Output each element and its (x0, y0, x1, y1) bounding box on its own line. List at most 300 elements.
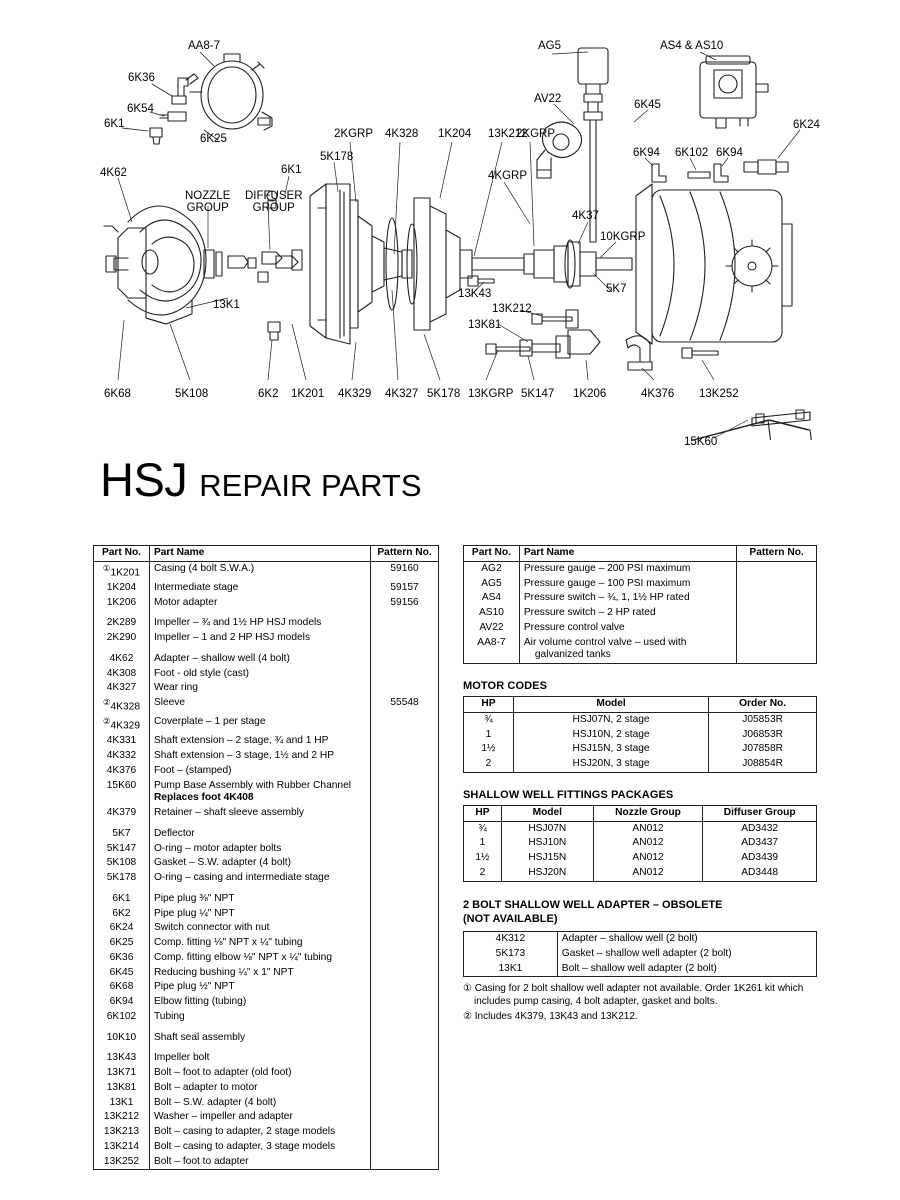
table-row (94, 779, 439, 807)
diagram-callout-4k327: 4K327 (385, 388, 419, 400)
table-row (94, 749, 439, 764)
cell-part-name: Pump Base Assembly with Rubber Channel Replaces foot 4K408 (149, 779, 370, 807)
cell-part-no: ②4K329 (94, 715, 150, 734)
table-row (94, 1155, 439, 1170)
table-row (464, 621, 817, 636)
cell-part-no: 13K81 (94, 1081, 150, 1096)
table-row (94, 561, 439, 581)
cell-part-no: 6K94 (94, 995, 150, 1010)
cell-diffuser-group: AD3439 (703, 851, 817, 866)
cell-part-name: Bolt – casing to adapter, 3 stage models (149, 1140, 370, 1155)
table-row (94, 581, 439, 596)
cell-part-no: 13K1 (464, 962, 558, 977)
cell-order-no: J05853R (709, 712, 817, 727)
diagram-callout-6k2: 6K2 (258, 388, 279, 400)
cell-part-name: Pressure switch – 2 HP rated (519, 606, 736, 621)
cell-pattern-no (371, 907, 439, 922)
cell-part-no: 6K68 (94, 980, 150, 995)
table-row (464, 728, 817, 743)
cell-pattern-no (371, 631, 439, 646)
cell-part-no: 4K332 (94, 749, 150, 764)
cell-pattern-no (371, 821, 439, 842)
cell-nozzle-group: AN012 (593, 836, 703, 851)
cell-model: HSJ15N, 3 stage (513, 742, 708, 757)
cell-part-no: 13K1 (94, 1096, 150, 1111)
diagram-callout-1k204: 1K204 (438, 128, 472, 140)
cell-pattern-no (371, 646, 439, 667)
table-row (464, 821, 817, 836)
cell-hp: 1½ (464, 851, 502, 866)
diagram-callout-6k1-b: 6K1 (281, 164, 302, 176)
cell-part-no: 4K376 (94, 764, 150, 779)
cell-nozzle-group: AN012 (593, 821, 703, 836)
title-sub: REPAIR PARTS (199, 468, 422, 503)
col-part-no: Part No. (464, 546, 520, 562)
cell-model: HSJ20N (501, 866, 593, 881)
cell-part-name: Shaft extension – 3 stage, 1½ and 2 HP (149, 749, 370, 764)
cell-part-name: Impeller bolt (149, 1045, 370, 1066)
cell-part-no: 5K178 (94, 871, 150, 886)
col-pattern-no: Pattern No. (371, 546, 439, 562)
cell-hp: 2 (464, 866, 502, 881)
table-header-row (94, 546, 439, 562)
cell-part-no: 13K214 (94, 1140, 150, 1155)
diagram-callout-10kgrp: 10KGRP (600, 231, 646, 243)
cell-pattern-no (371, 715, 439, 734)
col-hp: HP (464, 805, 502, 821)
cell-part-no: AV22 (464, 621, 520, 636)
cell-part-no: 15K60 (94, 779, 150, 807)
cell-part-no: 4K331 (94, 734, 150, 749)
table-row (464, 836, 817, 851)
col-nozzle-group: Nozzle Group (593, 805, 703, 821)
table-row (94, 1081, 439, 1096)
cell-part-name: Motor adapter (149, 596, 370, 611)
cell-pattern-no (371, 749, 439, 764)
table-row (464, 962, 817, 977)
cell-part-name: Bolt – foot to adapter (old foot) (149, 1066, 370, 1081)
col-hp: HP (464, 697, 514, 713)
cell-order-no: J08854R (709, 757, 817, 772)
diagram-callout-nozzle-group: NOZZLE GROUP (185, 190, 231, 215)
col-part-name: Part Name (149, 546, 370, 562)
diagram-callout-5k178-b: 5K178 (427, 388, 461, 400)
cell-part-name: Shaft seal assembly (149, 1025, 370, 1046)
table-row (94, 667, 439, 682)
obsolete-heading-line2: (NOT AVAILABLE) (463, 912, 558, 925)
page-title (100, 452, 422, 507)
cell-part-name: Pressure gauge – 100 PSI maximum (519, 577, 736, 592)
cell-pattern-no (371, 936, 439, 951)
obsolete-table (463, 931, 817, 977)
diagram-callout-as4-as10: AS4 & AS10 (660, 40, 724, 52)
cell-part-no: 13K43 (94, 1045, 150, 1066)
footnote-marker: ① (102, 562, 111, 573)
footnote: ① Casing for 2 bolt shallow well adapter not available. Order 1K261 kit which includes pump casing, 4 bolt adapter, gasket and bolts. (463, 983, 804, 1008)
cell-model: HSJ07N (501, 821, 593, 836)
cell-pattern-no (371, 886, 439, 907)
cell-pattern-no (371, 980, 439, 995)
table-row (94, 610, 439, 631)
cell-part-name: Bolt – foot to adapter (149, 1155, 370, 1170)
cell-part-no: 6K45 (94, 966, 150, 981)
col-model: Model (513, 697, 708, 713)
cell-pattern-no: 55548 (371, 696, 439, 715)
cell-part-no: ①1K201 (94, 561, 150, 581)
diagram-callout-6k36: 6K36 (128, 72, 155, 84)
diagram-callout-1k206: 1K206 (573, 388, 607, 400)
cell-part-name: Pressure switch – ¾, 1, 1½ HP rated (519, 591, 736, 606)
table-row (94, 1010, 439, 1025)
diagram-callout-av22: AV22 (534, 93, 562, 105)
cell-pattern-no (371, 995, 439, 1010)
cell-pattern-no (737, 561, 817, 576)
cell-part-name: Casing (4 bolt S.W.A.) (149, 561, 370, 581)
table-header-row (464, 546, 817, 562)
cell-part-no: ②4K328 (94, 696, 150, 715)
cell-part-name: Gasket – S.W. adapter (4 bolt) (149, 856, 370, 871)
parts-table-accessories (463, 545, 817, 664)
cell-model: HSJ07N, 2 stage (513, 712, 708, 727)
cell-pattern-no (371, 681, 439, 696)
table-row (94, 821, 439, 842)
cell-part-no: AS4 (464, 591, 520, 606)
shallow-well-heading: SHALLOW WELL FITTINGS PACKAGES (463, 788, 674, 801)
table-row (94, 980, 439, 995)
cell-part-no: 6K2 (94, 907, 150, 922)
table-row (94, 907, 439, 922)
right-column (463, 545, 817, 1025)
cell-part-no: 4K308 (94, 667, 150, 682)
cell-part-no: 13K252 (94, 1155, 150, 1170)
cell-pattern-no: 59160 (371, 561, 439, 581)
cell-part-name: Comp. fitting ⅛" NPT x ¼" tubing (149, 936, 370, 951)
table-row (94, 681, 439, 696)
diagram-artwork (0, 0, 900, 440)
cell-pattern-no (737, 591, 817, 606)
diagram-callout-13k1: 13K1 (213, 299, 240, 311)
cell-part-no: 4K312 (464, 932, 558, 947)
diagram-callout-4kgrp: 4KGRP (488, 170, 527, 182)
cell-part-no: AG5 (464, 577, 520, 592)
motor-codes-table (463, 696, 817, 773)
diagram-callout-6k102: 6K102 (675, 147, 709, 159)
col-order-no: Order No. (709, 697, 817, 713)
diagram-callout-13k212-b: 13K212 (492, 303, 532, 315)
cell-part-name: O-ring – motor adapter bolts (149, 842, 370, 857)
cell-part-no: 6K1 (94, 886, 150, 907)
cell-part-name: Foot - old style (cast) (149, 667, 370, 682)
cell-hp: ¾ (464, 712, 514, 727)
cell-pattern-no (371, 1066, 439, 1081)
diagram-callout-4k37: 4K37 (572, 210, 599, 222)
table-row (94, 806, 439, 821)
diagram-callout-aa8-7: AA8-7 (188, 40, 220, 52)
cell-part-name: Impeller – 1 and 2 HP HSJ models (149, 631, 370, 646)
table-row (94, 871, 439, 886)
diagram-callout-6k25: 6K25 (200, 133, 227, 145)
table-header-row (464, 697, 817, 713)
cell-pattern-no (371, 1155, 439, 1170)
table-row (94, 1045, 439, 1066)
cell-diffuser-group: AD3448 (703, 866, 817, 881)
cell-part-name: Pipe plug ½" NPT (149, 980, 370, 995)
parts-table-main (93, 545, 439, 1170)
cell-model: HSJ20N, 3 stage (513, 757, 708, 772)
cell-part-name: Elbow fitting (tubing) (149, 995, 370, 1010)
cell-hp: 1 (464, 728, 514, 743)
table-row (94, 856, 439, 871)
cell-part-name: Retainer – shaft sleeve assembly (149, 806, 370, 821)
table-row (464, 866, 817, 881)
diagram-callout-2kgrp-b: 2KGRP (516, 128, 555, 140)
table-header-row (464, 805, 817, 821)
diagram-callout-6k45: 6K45 (634, 99, 661, 111)
cell-part-name: Pipe plug ⅜" NPT (149, 886, 370, 907)
cell-part-no: 2K289 (94, 610, 150, 631)
cell-part-name: Bolt – adapter to motor (149, 1081, 370, 1096)
cell-pattern-no (371, 951, 439, 966)
diagram-callout-15k60: 15K60 (684, 436, 718, 448)
cell-pattern-no (371, 610, 439, 631)
motor-codes-heading: MOTOR CODES (463, 680, 548, 692)
diagram-callout-4k62-a: 4K62 (100, 167, 127, 179)
table-row (464, 606, 817, 621)
cell-part-no: 4K62 (94, 646, 150, 667)
table-row (94, 646, 439, 667)
cell-pattern-no (371, 779, 439, 807)
cell-part-name: Gasket – shallow well adapter (2 bolt) (557, 947, 816, 962)
cell-part-no: 10K10 (94, 1025, 150, 1046)
cell-pattern-no (371, 764, 439, 779)
cell-part-name: Tubing (149, 1010, 370, 1025)
cell-pattern-no (371, 921, 439, 936)
cell-pattern-no (371, 1110, 439, 1125)
diagram-callout-4k328: 4K328 (385, 128, 419, 140)
diagram-callout-1k201: 1K201 (291, 388, 325, 400)
table-row (94, 936, 439, 951)
cell-pattern-no (737, 606, 817, 621)
cell-part-name: Reducing bushing ¼" x 1" NPT (149, 966, 370, 981)
cell-part-no: 1K204 (94, 581, 150, 596)
cell-pattern-no (737, 621, 817, 636)
diagram-callout-13k43: 13K43 (458, 288, 492, 300)
cell-pattern-no (737, 636, 817, 664)
diagram-callout-5k178-a: 5K178 (320, 151, 354, 163)
cell-hp: 1 (464, 836, 502, 851)
cell-pattern-no (371, 966, 439, 981)
col-pattern-no: Pattern No. (737, 546, 817, 562)
cell-pattern-no: 59156 (371, 596, 439, 611)
cell-diffuser-group: AD3432 (703, 821, 817, 836)
col-part-name: Part Name (519, 546, 736, 562)
diagram-callout-ag5: AG5 (538, 40, 562, 52)
cell-part-no: 1K206 (94, 596, 150, 611)
cell-order-no: J06853R (709, 728, 817, 743)
cell-pattern-no (371, 1010, 439, 1025)
cell-part-no: 2K290 (94, 631, 150, 646)
cell-pattern-no (371, 734, 439, 749)
cell-part-no: 13K71 (94, 1066, 150, 1081)
cell-pattern-no (371, 667, 439, 682)
table-row (464, 932, 817, 947)
cell-part-no: AS10 (464, 606, 520, 621)
cell-part-name: Intermediate stage (149, 581, 370, 596)
cell-part-no: 5K108 (94, 856, 150, 871)
diagram-callout-6k54: 6K54 (127, 103, 154, 115)
cell-pattern-no (371, 842, 439, 857)
diagram-callout-5k108: 5K108 (175, 388, 209, 400)
table-row (94, 995, 439, 1010)
cell-pattern-no: 59157 (371, 581, 439, 596)
table-row (464, 577, 817, 592)
cell-order-no: J07858R (709, 742, 817, 757)
table-row (94, 596, 439, 611)
table-row (94, 734, 439, 749)
cell-part-name: Wear ring (149, 681, 370, 696)
diagram-callout-4k376: 4K376 (641, 388, 675, 400)
table-row (94, 1025, 439, 1046)
cell-hp: 1½ (464, 742, 514, 757)
table-row (94, 886, 439, 907)
table-row (94, 1125, 439, 1140)
cell-part-no: 4K327 (94, 681, 150, 696)
diagram-callout-6k68: 6K68 (104, 388, 131, 400)
cell-part-name: Coverplate – 1 per stage (149, 715, 370, 734)
diagram-callout-13k252: 13K252 (699, 388, 739, 400)
exploded-parts-diagram (0, 0, 900, 448)
cell-part-name: Adapter – shallow well (2 bolt) (557, 932, 816, 947)
cell-part-name: Foot – (stamped) (149, 764, 370, 779)
cell-part-name: Sleeve (149, 696, 370, 715)
table-row (94, 1066, 439, 1081)
cell-hp: 2 (464, 757, 514, 772)
cell-part-no: 6K102 (94, 1010, 150, 1025)
cell-pattern-no (371, 871, 439, 886)
cell-pattern-no (371, 1045, 439, 1066)
obsolete-heading (463, 898, 817, 927)
diagram-callout-6k94-b: 6K94 (716, 147, 743, 159)
table-row (94, 1096, 439, 1111)
obsolete-heading-line1: 2 BOLT SHALLOW WELL ADAPTER – OBSOLETE (463, 898, 723, 911)
diagram-callout-diffuser-group: DIFFUSER GROUP (245, 190, 303, 215)
table-row (464, 757, 817, 772)
diagram-callout-13kgrp: 13KGRP (468, 388, 514, 400)
cell-part-name: Deflector (149, 821, 370, 842)
table-row (94, 966, 439, 981)
table-row (94, 1140, 439, 1155)
cell-part-no: AG2 (464, 561, 520, 576)
table-row (464, 851, 817, 866)
table-row (94, 1110, 439, 1125)
cell-part-name-note: Replaces foot 4K408 (153, 792, 254, 804)
table-row (464, 947, 817, 962)
cell-diffuser-group: AD3437 (703, 836, 817, 851)
diagram-callout-5k7: 5K7 (606, 283, 627, 295)
cell-part-no: 4K379 (94, 806, 150, 821)
shallow-well-table (463, 805, 817, 882)
cell-part-no: 5K7 (94, 821, 150, 842)
table-row (464, 712, 817, 727)
col-model: Model (501, 805, 593, 821)
cell-part-no: 5K173 (464, 947, 558, 962)
cell-part-name: Impeller – ¾ and 1½ HP HSJ models (149, 610, 370, 631)
title-main: HSJ (100, 453, 188, 506)
cell-model: HSJ10N, 2 stage (513, 728, 708, 743)
cell-part-name: Comp. fitting elbow ⅛" NPT x ¼" tubing (149, 951, 370, 966)
col-diffuser-group: Diffuser Group (703, 805, 817, 821)
cell-model: HSJ15N (501, 851, 593, 866)
diagram-callout-5k147: 5K147 (521, 388, 555, 400)
cell-part-name: Pressure gauge – 200 PSI maximum (519, 561, 736, 576)
footnote-marker: ② (102, 697, 111, 708)
cell-part-no: 5K147 (94, 842, 150, 857)
cell-model: HSJ10N (501, 836, 593, 851)
table-row (464, 591, 817, 606)
diagram-callout-13k81: 13K81 (468, 319, 502, 331)
cell-part-name: Bolt – casing to adapter, 2 stage models (149, 1125, 370, 1140)
cell-part-name: Pipe plug ¼" NPT (149, 907, 370, 922)
diagram-callout-13k212-a: 13K212 (488, 128, 528, 140)
cell-part-name: Adapter – shallow well (4 bolt) (149, 646, 370, 667)
cell-part-no: 6K24 (94, 921, 150, 936)
cell-pattern-no (737, 577, 817, 592)
cell-part-name: Pressure control valve (519, 621, 736, 636)
col-part-no: Part No. (94, 546, 150, 562)
cell-pattern-no (371, 1025, 439, 1046)
cell-part-name-note: galvanized tanks (534, 649, 611, 661)
cell-part-no: AA8-7 (464, 636, 520, 664)
table-row (94, 921, 439, 936)
footnote: ② Includes 4K379, 13K43 and 13K212. (463, 1011, 638, 1023)
cell-part-no: 13K213 (94, 1125, 150, 1140)
diagram-callout-6k94-a: 6K94 (633, 147, 660, 159)
cell-part-name: Washer – impeller and adapter (149, 1110, 370, 1125)
diagram-callout-6k24: 6K24 (793, 119, 820, 131)
cell-pattern-no (371, 1140, 439, 1155)
table-row (464, 561, 817, 576)
cell-nozzle-group: AN012 (593, 851, 703, 866)
cell-part-name: Bolt – S.W. adapter (4 bolt) (149, 1096, 370, 1111)
table-row (94, 631, 439, 646)
table-row (94, 951, 439, 966)
cell-pattern-no (371, 1096, 439, 1111)
footnotes (463, 982, 817, 1023)
diagram-callout-2kgrp-a: 2KGRP (334, 128, 373, 140)
table-row (94, 842, 439, 857)
cell-pattern-no (371, 1081, 439, 1096)
cell-part-no: 13K212 (94, 1110, 150, 1125)
cell-part-no: 6K25 (94, 936, 150, 951)
cell-part-name: Switch connector with nut (149, 921, 370, 936)
cell-part-name: Air volume control valve – used with galvanized tanks (519, 636, 736, 664)
diagram-callout-4k329: 4K329 (338, 388, 372, 400)
cell-pattern-no (371, 806, 439, 821)
cell-part-name: Bolt – shallow well adapter (2 bolt) (557, 962, 816, 977)
cell-hp: ¾ (464, 821, 502, 836)
table-row (94, 764, 439, 779)
cell-pattern-no (371, 1125, 439, 1140)
table-row (94, 696, 439, 715)
cell-part-name: O-ring – casing and intermediate stage (149, 871, 370, 886)
cell-part-no: 6K36 (94, 951, 150, 966)
diagram-callout-6k1-a: 6K1 (104, 118, 125, 130)
footnote-marker: ② (102, 716, 111, 727)
cell-nozzle-group: AN012 (593, 866, 703, 881)
table-row (464, 742, 817, 757)
table-row (464, 636, 817, 664)
cell-part-name: Shaft extension – 2 stage, ¾ and 1 HP (149, 734, 370, 749)
